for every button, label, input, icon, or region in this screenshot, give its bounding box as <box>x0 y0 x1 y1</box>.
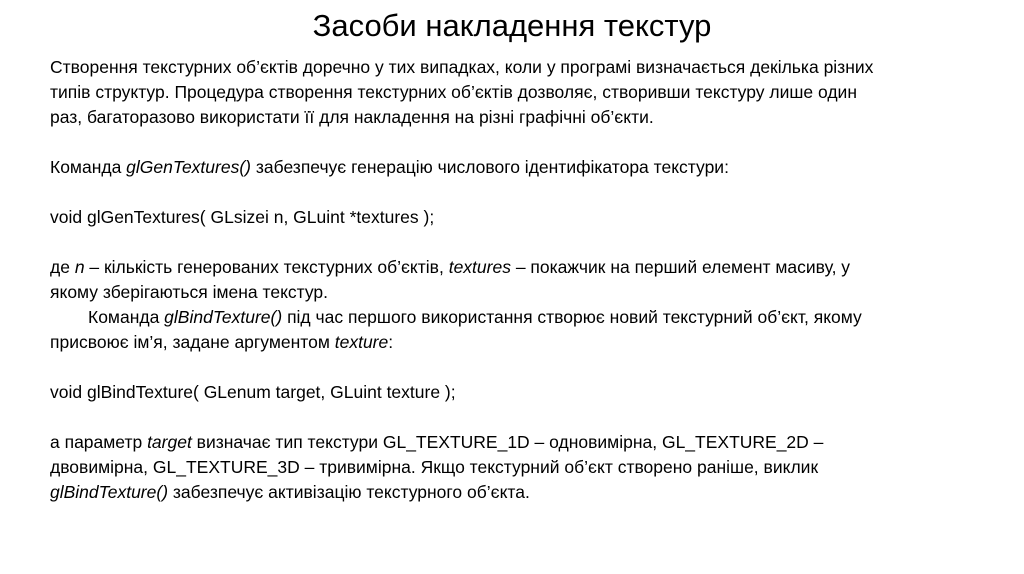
text-fragment: забезпечує генерацію числового ідентифікатора текстури: <box>251 157 729 177</box>
text-fragment: Команда <box>50 157 127 177</box>
paragraph-line: раз, багаторазово використати її для накладення на різні графічні об’єкти. <box>50 107 654 127</box>
paragraph-line <box>50 480 985 505</box>
text-fragment: де <box>50 257 75 277</box>
paragraph-line: якому зберігаються імена текстур. <box>50 282 329 302</box>
paragraph-line <box>50 430 985 455</box>
paragraph-line <box>50 305 985 330</box>
function-name: glGenTextures() <box>126 157 251 177</box>
paragraph-line: двовимірна, GL_TEXTURE_3D – тривимірна. Якщо текстурний об’єкт створено раніше, виклик <box>50 457 819 477</box>
text-fragment: під час першого використання створює новий текстурний об’єкт, якому <box>282 307 862 327</box>
parameter-name: n <box>74 257 85 277</box>
paragraph-line <box>50 330 985 355</box>
parameter-name: textures <box>448 257 511 277</box>
text-fragment: визначає тип текстури GL_TEXTURE_1D – одновимірна, GL_TEXTURE_2D – <box>191 432 824 452</box>
code-line: void glGenTextures( GLsizei n, GLuint *textures ); <box>50 207 435 227</box>
text-fragment: присвоює ім’я, задане аргументом <box>50 332 335 352</box>
paragraph-line <box>50 155 985 180</box>
text-fragment: а параметр <box>50 432 148 452</box>
text-fragment: Команда <box>88 307 165 327</box>
text-fragment: – покажчик на перший елемент масиву, у <box>510 257 851 277</box>
function-name: glBindTexture() <box>50 482 169 502</box>
function-name: glBindTexture() <box>164 307 283 327</box>
parameter-name: target <box>147 432 192 452</box>
parameter-name: texture <box>334 332 389 352</box>
slide-content <box>50 55 985 505</box>
spacer <box>50 180 985 205</box>
text-fragment: забезпечує активізацію текстурного об’єкта. <box>168 482 530 502</box>
paragraph-line: Створення текстурних об’єктів доречно у тих випадках, коли у програмі визначається декілька різних <box>50 57 874 77</box>
paragraph-line: типів структур. Процедура створення текстурних об’єктів дозволяє, створивши текстуру лише один <box>50 82 857 102</box>
spacer <box>50 130 985 155</box>
spacer <box>50 355 985 380</box>
text-fragment: : <box>388 332 394 352</box>
spacer <box>50 405 985 430</box>
code-line: void glBindTexture( GLenum target, GLuint texture ); <box>50 382 456 402</box>
text-fragment: – кількість генерованих текстурних об’єктів, <box>84 257 449 277</box>
slide-title: Засоби накладення текстур <box>312 8 712 43</box>
spacer <box>50 230 985 255</box>
paragraph-line <box>50 255 985 280</box>
